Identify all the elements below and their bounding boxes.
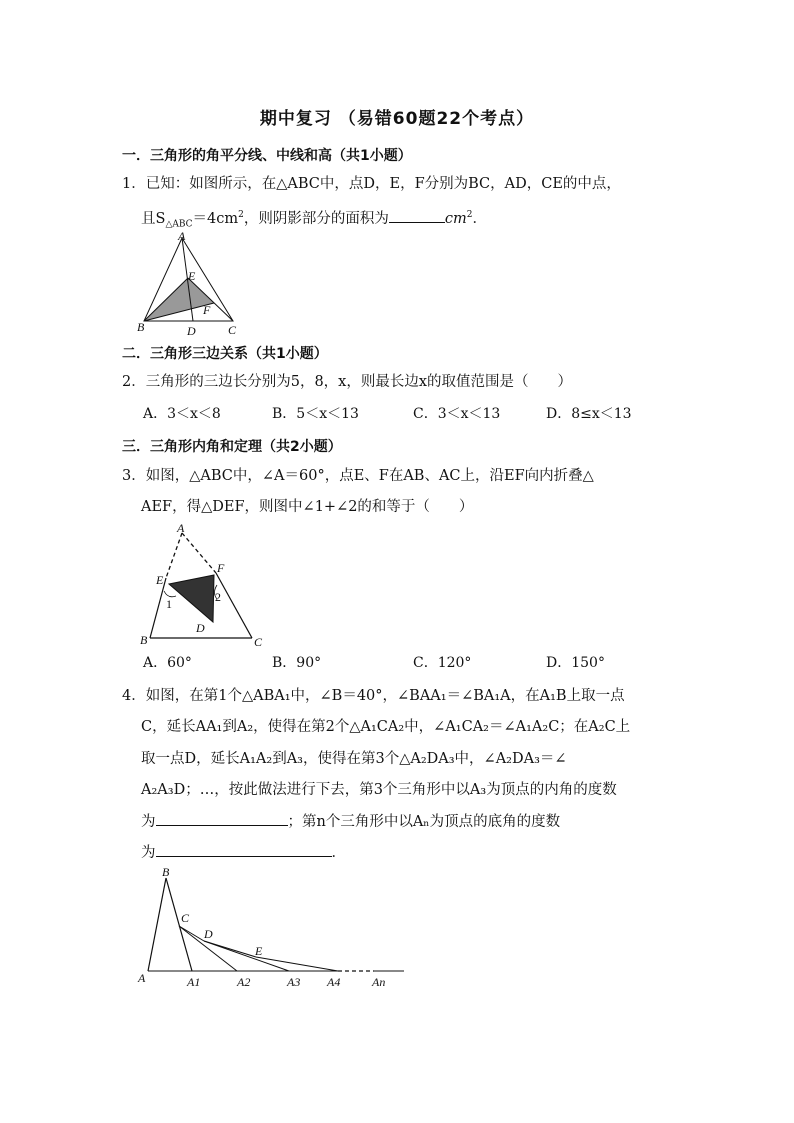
q4-label-b: B (162, 865, 170, 879)
q3-label-angle-2: 2 (215, 590, 221, 604)
q1-area-prefix: 且S (141, 210, 166, 227)
q2-option-a[interactable]: A．3＜x＜8 (143, 406, 221, 422)
q3-label-c: C (254, 635, 263, 649)
q4-label-a: A (138, 971, 146, 985)
q4-line1: 4．如图，在第1个△ABA₁中，∠B＝40°，∠BAA₁＝∠BA₁A，在A₁B上取一点 (122, 688, 625, 704)
q1-label-c: C (228, 323, 237, 337)
q3-label-a: A (177, 521, 185, 535)
q1-triangle-figure (132, 228, 244, 340)
q4-line6-end: ． (331, 845, 346, 861)
q1-label-d: D (187, 324, 196, 338)
q3-option-b[interactable]: B．90° (272, 655, 322, 671)
q3-side-eb (150, 578, 166, 638)
q1-end: ． (472, 210, 487, 227)
q2-option-d[interactable]: D．8≤x＜13 (546, 406, 632, 422)
q3-label-b: B (140, 633, 148, 647)
q4-label-c: C (181, 911, 190, 925)
q3-label-f: F (217, 561, 225, 575)
q4-label-d: D (204, 927, 213, 941)
q4-line5 (141, 811, 696, 832)
q4-label-a2: A2 (237, 975, 251, 989)
q4-label-a1: A1 (187, 975, 201, 989)
q4-line5-prefix: 为 (141, 814, 156, 830)
q2-option-c[interactable]: C．3＜x＜13 (413, 406, 501, 422)
q3-option-c[interactable]: C．120° (413, 655, 472, 671)
q1-answer-blank[interactable] (389, 208, 445, 223)
q1-unit: cm (444, 210, 467, 227)
q3-angle-1-arc (164, 591, 176, 597)
q3-line2: AEF，得△DEF，则图中∠1+∠2的和等于（ ） (141, 499, 474, 515)
q3-option-d[interactable]: D．150° (546, 655, 605, 671)
q1-area-subscript: △ABC (165, 219, 193, 230)
q1-question-text: ，则阴影部分的面积为 (243, 210, 389, 227)
q3-option-a[interactable]: A．60° (143, 655, 192, 671)
q1-label-b: B (137, 320, 145, 334)
q1-label-e: E (188, 269, 196, 283)
q4-label-an: An (372, 975, 386, 989)
q4-answer-blank-1[interactable] (156, 811, 288, 826)
q3-label-e: E (156, 573, 164, 587)
q3-fold-figure (134, 519, 269, 650)
q4-segment-da3 (204, 941, 289, 971)
q4-line6-prefix: 为 (141, 845, 156, 861)
q4-line3: 取一点D，延长A₁A₂到A₃，使得在第3个△A₂DA₃中，∠A₂DA₃＝∠ (141, 751, 567, 767)
page-title: 期中复习 （易错60题22个考点） (259, 109, 535, 129)
q4-line4: A₂A₃D；…，按此做法进行下去，第3个三角形中以A₃为顶点的内角的度数 (141, 782, 617, 798)
q3-side-fc (216, 573, 252, 638)
q3-folded-triangle-def (169, 575, 214, 622)
q3-label-d: D (196, 621, 205, 635)
q4-answer-blank-2[interactable] (156, 842, 332, 857)
q4-label-a3: A3 (287, 975, 301, 989)
q4-triangle-chain-figure (134, 864, 410, 994)
q3-line1: 3．如图，△ABC中，∠A＝60°，点E、F在AB、AC上，沿EF向内折叠△ (122, 468, 594, 484)
section-heading-2: 二．三角形三边关系（共1小题） (122, 346, 328, 362)
q1-unit-sup: 2 (466, 210, 473, 220)
q1-area-sup: 2 (238, 210, 244, 220)
q4-label-a4: A4 (327, 975, 341, 989)
q3-folded-edge-ae (166, 533, 182, 578)
q1-label-a: A (178, 229, 186, 243)
section-heading-1: 一．三角形的角平分线、中线和高（共1小题） (122, 148, 412, 164)
q4-line5-text: ；第n个三角形中以Aₙ为顶点的底角的度数 (287, 814, 561, 830)
q1-line1: 1．已知：如图所示，在△ABC中，点D，E，F分别为BC，AD，CE的中点， (122, 176, 621, 192)
q4-segment-ab (148, 878, 166, 971)
section-heading-3: 三．三角形内角和定理（共2小题） (122, 439, 342, 455)
q4-label-e: E (255, 944, 263, 958)
q4-line6 (141, 842, 696, 863)
q4-line2: C，延长AA₁到A₂，使得在第2个△A₁CA₂中，∠A₁CA₂＝∠A₁A₂C；在A₂C上 (141, 719, 631, 735)
q1-area-value: ＝4cm (192, 210, 239, 227)
q3-folded-edge-af (182, 533, 216, 573)
q2-option-b[interactable]: B．5＜x＜13 (272, 406, 359, 422)
q3-label-angle-1: 1 (166, 597, 172, 611)
q1-label-f: F (203, 303, 211, 317)
q2-line1: 2．三角形的三边长分别为5，8，x，则最长边x的取值范围是（ ） (122, 374, 573, 390)
q4-segment-de (204, 941, 256, 957)
